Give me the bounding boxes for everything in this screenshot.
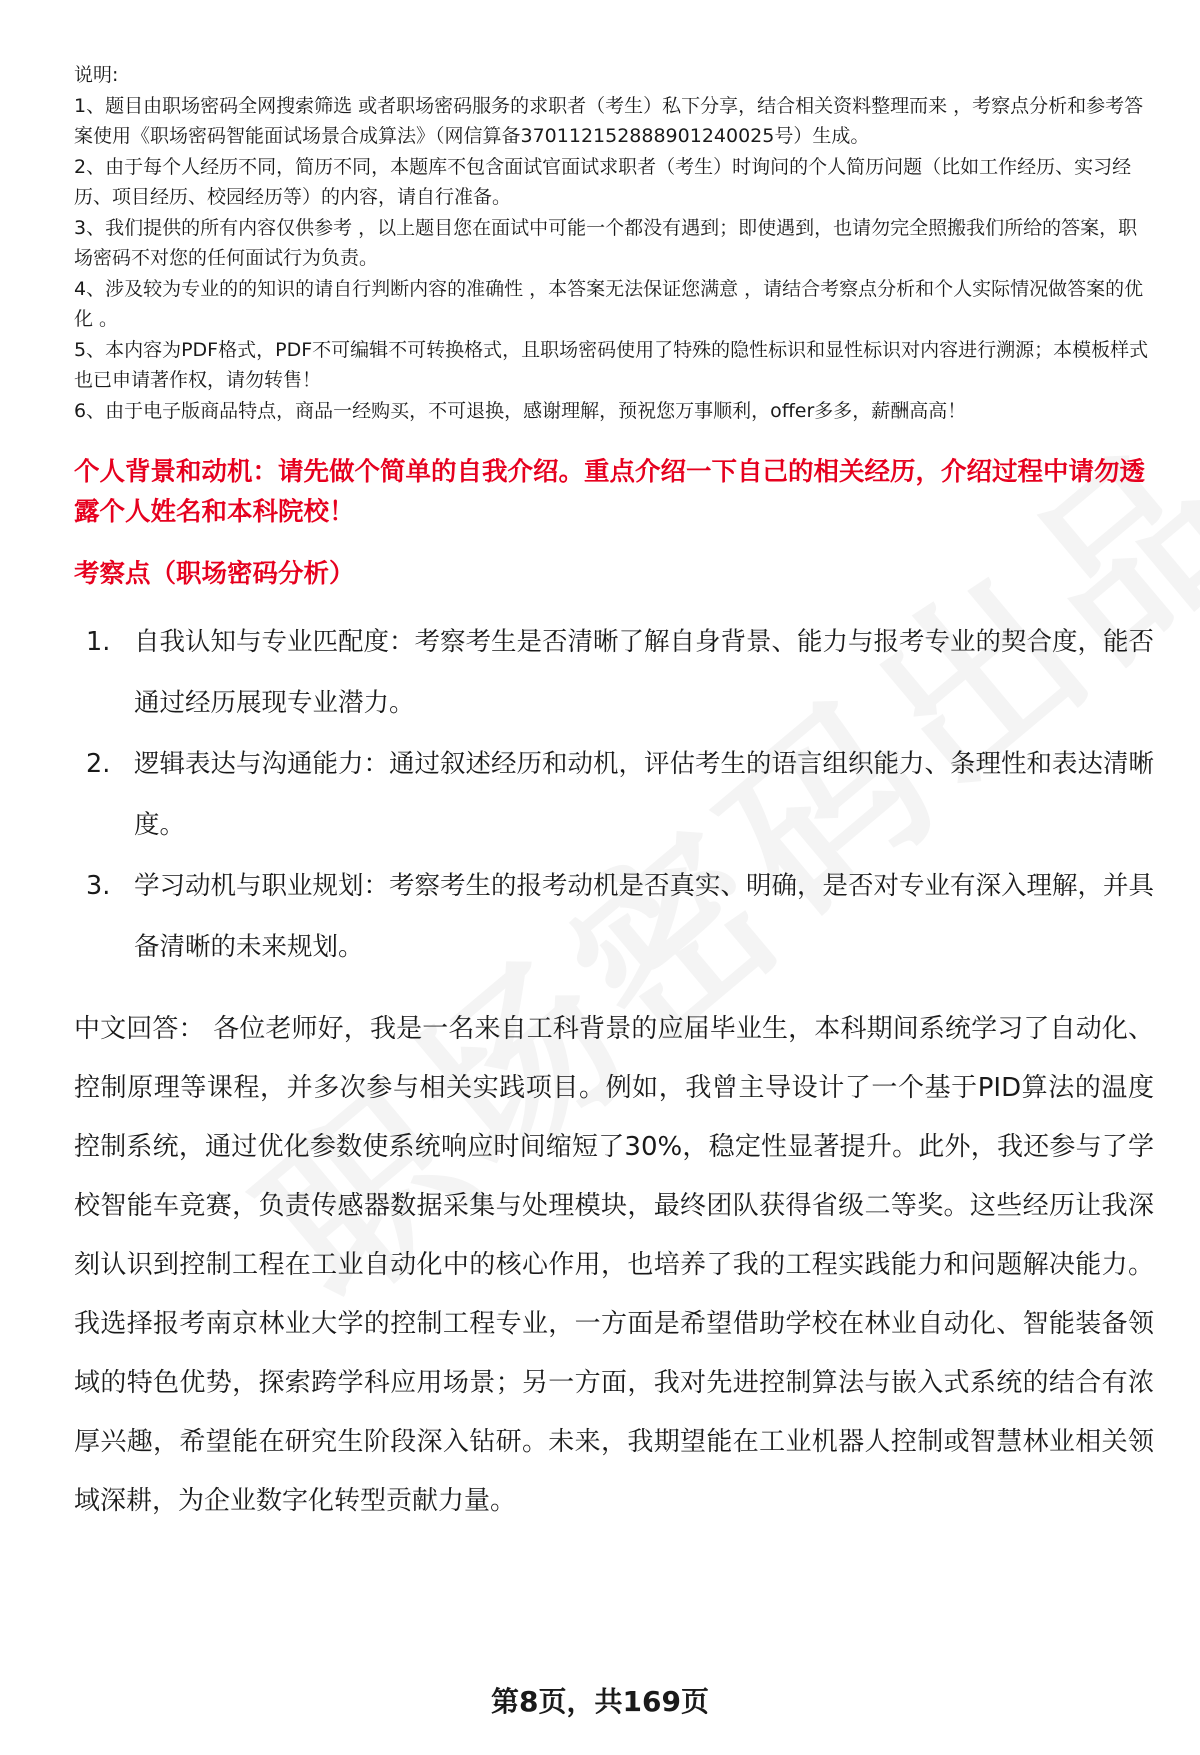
note-item: 3、我们提供的所有内容仅供参考 ，以上题目您在面试中可能一个都没有遇到；即使遇到，也请勿完全照搬我们所给的答案，职场密码不对您的任何面试行为负责。: [74, 216, 1138, 269]
list-number: 2.: [86, 749, 111, 779]
note-item: 2、由于每个人经历不同，简历不同，本题库不包含面试官面试求职者（考生）时询问的个人简历问题（比如工作经历、实习经历、项目经历、校园经历等）的内容，请自行准备。: [74, 155, 1132, 208]
list-text: 自我认知与专业匹配度：考察考生是否清晰了解自身背景、能力与报考专业的契合度，能否通过经历展现专业潜力。: [134, 627, 1155, 718]
list-item: [74, 856, 1154, 978]
note-item: 5、本内容为PDF格式，PDF不可编辑不可转换格式，且职场密码使用了特殊的隐性标识和显性标识对内容进行溯源；本模板样式也已申请著作权，请勿转售！: [74, 338, 1149, 391]
answer-paragraph: 中文回答： 各位老师好，我是一名来自工科背景的应届毕业生，本科期间系统学习了自动化、控制原理等课程，并多次参与相关实践项目。例如，我曾主导设计了一个基于PID算法的温度控制系统，通过优化参数使系统响应时间缩短了30%，稳定性显著提升。此外，我还参与了学校智能车竞赛，负责传感器数据采集与处理模块，最终团队获得省级二等奖。这些经历让我深刻认识到控制工程在工业自动化中的核心作用，也培养了我的工程实践能力和问题解决能力。我选择报考南京林业大学的控制工程专业，一方面是希望借助学校在林业自动化、智能装备领域的特色优势，探索跨学科应用场景；另一方面，我对先进控制算法与嵌入式系统的结合有浓厚兴趣，希望能在研究生阶段深入钻研。未来，我期望能在工业机器人控制或智慧林业相关领域深耕，为企业数字化转型贡献力量。: [74, 1014, 1154, 1516]
list-item: [74, 612, 1154, 734]
list-text: 逻辑表达与沟通能力：通过叙述经历和动机，评估考生的语言组织能力、条理性和表达清晰度。: [134, 749, 1155, 840]
list-number: 3.: [86, 871, 111, 901]
list-number: 1.: [86, 627, 111, 657]
document-page: [74, 60, 1154, 1557]
note-item: 4、涉及较为专业的的知识的请自行判断内容的准确性 ，本答案无法保证您满意 ，请结合考察点分析和个人实际情况做答案的优化 。: [74, 277, 1144, 330]
notes-title: 说明:: [74, 64, 119, 86]
analysis-heading: 考察点（职场密码分析）: [74, 559, 355, 589]
analysis-points: [74, 612, 1154, 978]
list-item: [74, 734, 1154, 856]
list-text: 学习动机与职业规划：考察考生的报考动机是否真实、明确，是否对专业有深入理解，并具备清晰的未来规划。: [134, 871, 1155, 962]
page-footer: 第8页，共169页: [491, 1685, 709, 1718]
note-item: 6、由于电子版商品特点，商品一经购买，不可退换，感谢理解，预祝您万事顺利，offer多多，薪酬高高！: [74, 399, 967, 422]
question-heading: 个人背景和动机：请先做个简单的自我介绍。重点介绍一下自己的相关经历，介绍过程中请勿透露个人姓名和本科院校！: [74, 457, 1146, 527]
disclaimer-notes: [74, 60, 1154, 426]
note-item: 1、题目由职场密码全网搜索筛选 或者职场密码服务的求职者（考生）私下分享，结合相关资料整理而来 ，考察点分析和参考答案使用《职场密码智能面试场景合成算法》（网信算备370112152888901240025号）生成。: [74, 94, 1144, 147]
